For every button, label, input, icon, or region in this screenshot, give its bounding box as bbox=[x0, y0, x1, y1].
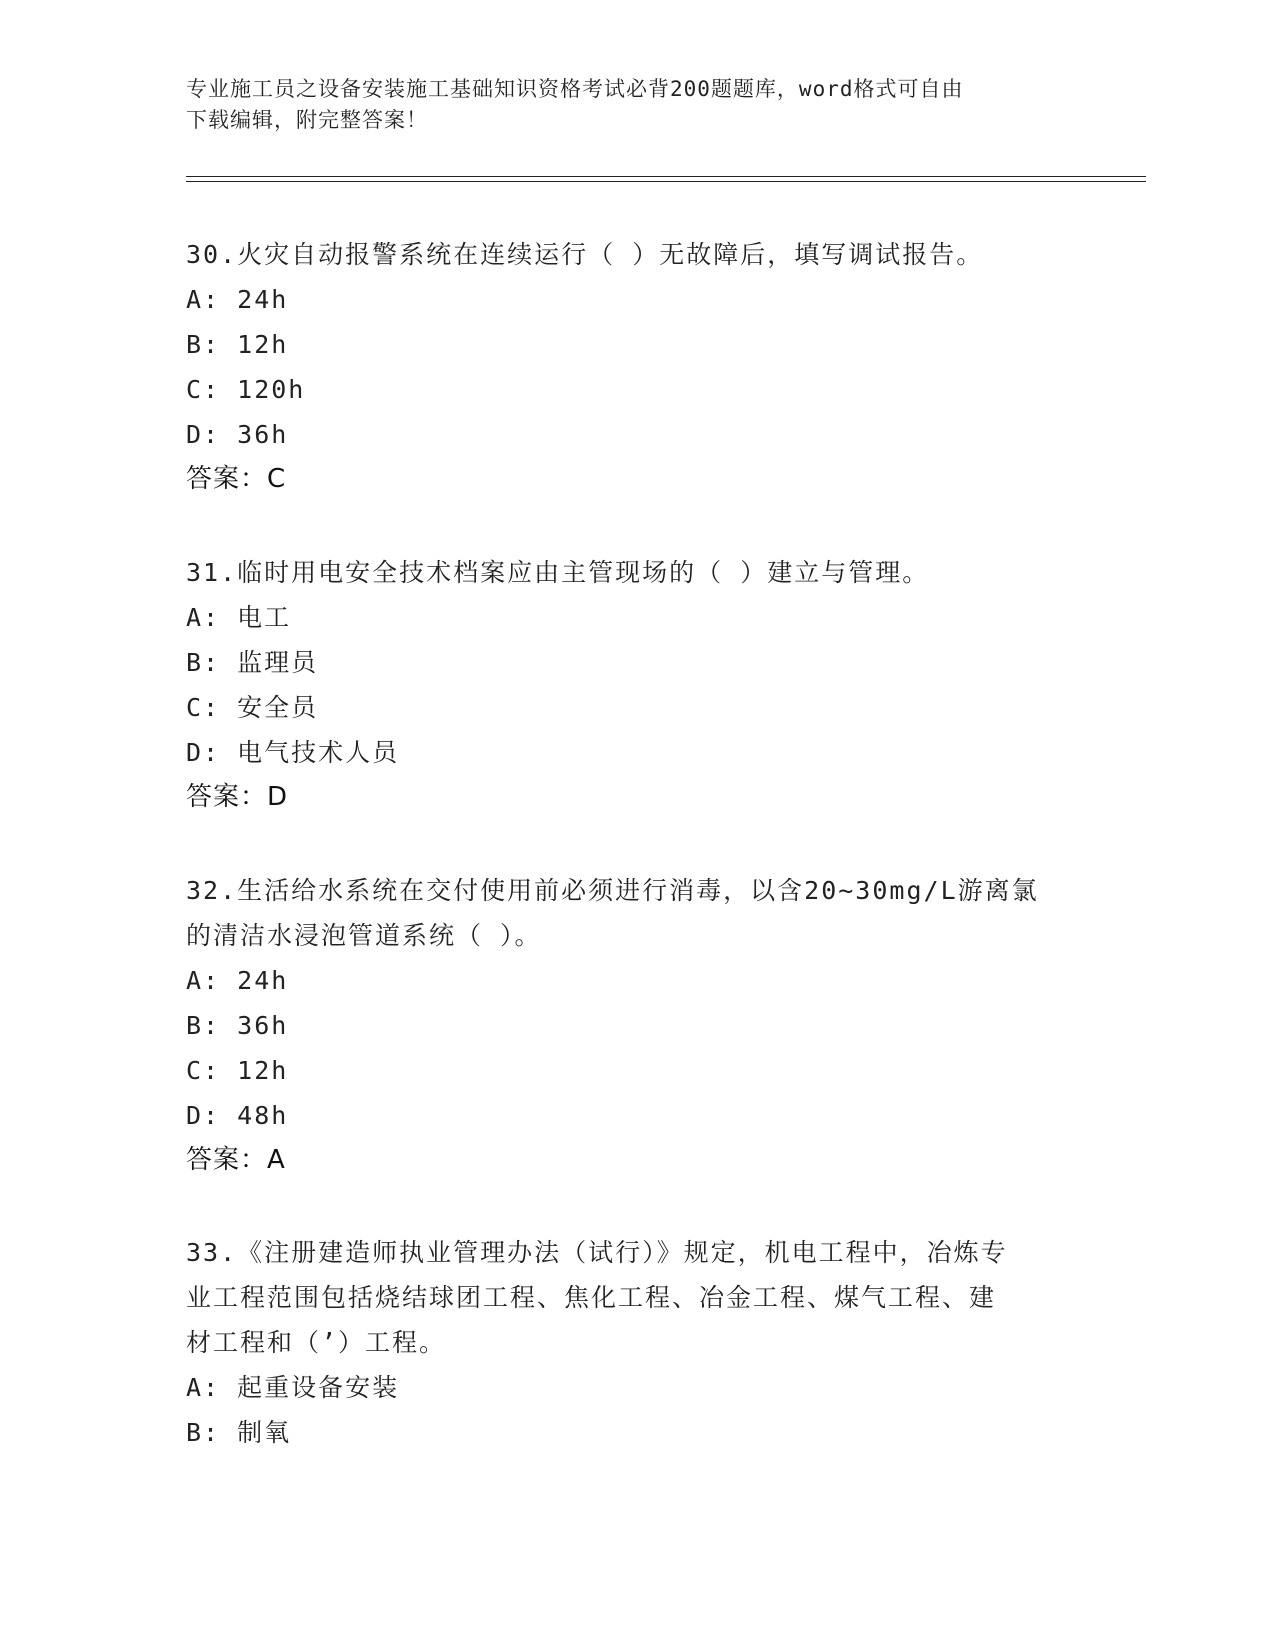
header-divider-top bbox=[186, 176, 1146, 177]
option-c: C: 120h bbox=[186, 375, 306, 404]
question-stem-line-2: 业工程范围包括烧结球团工程、焦化工程、冶金工程、煤气工程、建 bbox=[186, 1283, 997, 1312]
header-title-line-1: 专业施工员之设备安装施工基础知识资格考试必背200题题库，word格式可自由 bbox=[186, 77, 964, 101]
question-32 bbox=[186, 868, 1086, 1183]
option-b: B: 监理员 bbox=[186, 648, 319, 677]
option-c: C: 安全员 bbox=[186, 693, 319, 722]
question-stem-line-3: 材工程和（’）工程。 bbox=[186, 1328, 447, 1357]
option-c: C: 12h bbox=[186, 1056, 289, 1085]
question-stem-line-1: 32.生活给水系统在交付使用前必须进行消毒，以含20~30mg/L游离氯 bbox=[186, 876, 1039, 905]
question-33 bbox=[186, 1230, 1086, 1455]
question-stem: 31.临时用电安全技术档案应由主管现场的（ ）建立与管理。 bbox=[186, 558, 930, 587]
question-stem-line-2: 的清洁水浸泡管道系统（ ）。 bbox=[186, 921, 542, 950]
header-title-line-2: 下载编辑，附完整答案！ bbox=[186, 108, 428, 132]
question-stem: 30.火灾自动报警系统在连续运行（ ）无故障后，填写调试报告。 bbox=[186, 240, 984, 269]
question-31 bbox=[186, 550, 1086, 820]
header-divider-bottom bbox=[186, 181, 1146, 182]
option-b: B: 12h bbox=[186, 330, 289, 359]
option-b: B: 制氧 bbox=[186, 1418, 292, 1447]
option-a: A: 24h bbox=[186, 285, 289, 314]
answer-text: 答案：D bbox=[186, 782, 289, 812]
question-stem-line-1: 33.《注册建造师执业管理办法（试行）》规定，机电工程中，冶炼专 bbox=[186, 1238, 1008, 1267]
answer-text: 答案：C bbox=[186, 464, 287, 494]
document-header bbox=[186, 74, 1066, 136]
option-a: A: 24h bbox=[186, 966, 289, 995]
option-a: A: 起重设备安装 bbox=[186, 1373, 400, 1402]
answer-text: 答案：A bbox=[186, 1145, 286, 1175]
option-d: D: 48h bbox=[186, 1101, 289, 1130]
option-d: D: 36h bbox=[186, 420, 289, 449]
option-a: A: 电工 bbox=[186, 603, 292, 632]
option-b: B: 36h bbox=[186, 1011, 289, 1040]
option-d: D: 电气技术人员 bbox=[186, 738, 400, 767]
question-30 bbox=[186, 232, 1086, 502]
